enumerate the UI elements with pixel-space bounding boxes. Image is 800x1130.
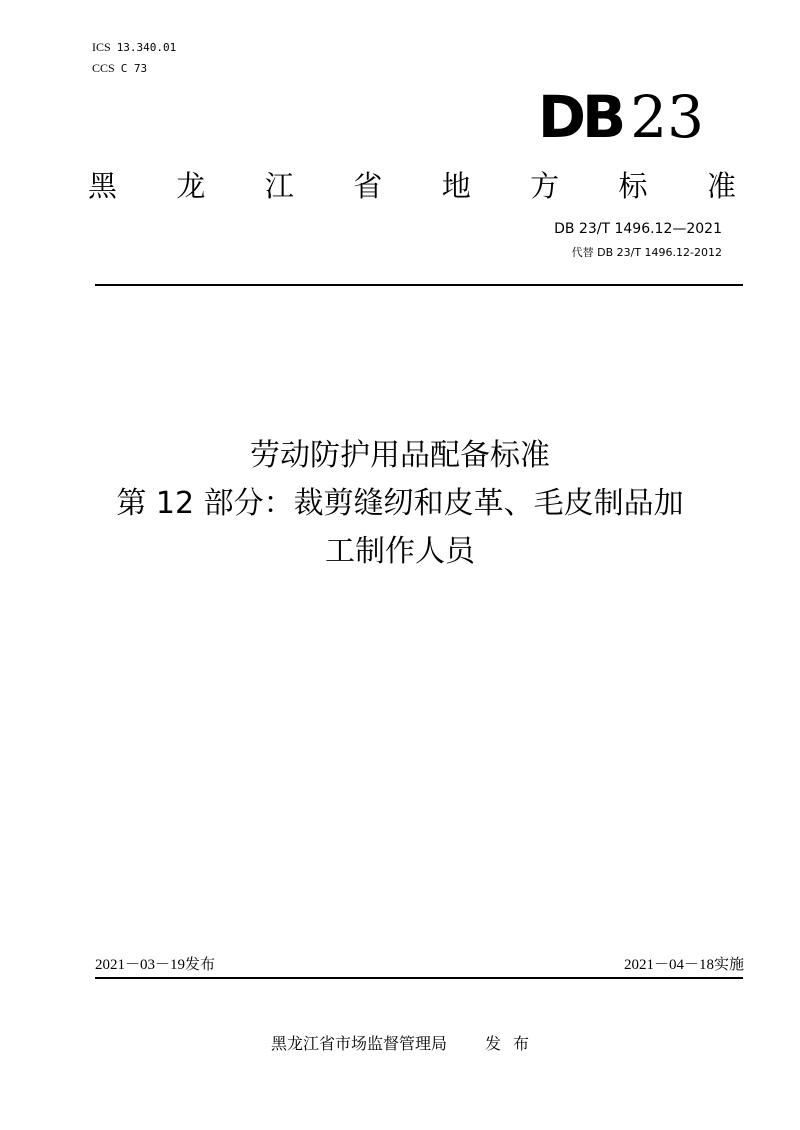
standard-type-char: 标 [618, 169, 648, 203]
publish-date [95, 954, 215, 975]
standard-type-char: 地 [441, 169, 471, 203]
implement-date-value: 2021－04－18 [623, 957, 714, 973]
ccs-code [92, 61, 147, 76]
standard-type-char: 江 [264, 169, 294, 203]
implement-date [624, 954, 744, 975]
ccs-value: C 73 [120, 62, 148, 75]
db-logo-letters: DB [537, 83, 623, 151]
publisher-name: 黑龙江省市场监督管理局 [270, 1034, 447, 1053]
standard-type-char: 黑 [88, 169, 118, 203]
document-title-line-2: 第 12 部分：裁剪缝纫和皮革、毛皮制品加 [116, 486, 684, 521]
publish-action-char: 发 [484, 1034, 501, 1053]
standard-type-char: 省 [353, 169, 383, 203]
ics-value: 13.340.01 [116, 41, 177, 54]
standard-type-heading [88, 164, 736, 208]
ics-code [92, 40, 176, 55]
publish-label: 发布 [185, 955, 216, 973]
standard-type-char: 准 [706, 169, 736, 203]
ccs-label: CCS [92, 61, 115, 75]
publisher-line [0, 1033, 800, 1055]
db-logo-number: 23 [630, 83, 704, 151]
document-title-line-1: 劳动防护用品配备标准 [250, 438, 550, 473]
replaces-standard: 代替 DB 23/T 1496.12-2012 [571, 246, 722, 259]
implement-label: 实施 [713, 955, 744, 973]
publish-date-value: 2021－03－19 [95, 957, 186, 973]
standard-number: DB 23/T 1496.12—2021 [554, 221, 722, 237]
ics-label: ICS [92, 40, 111, 54]
footer-divider [95, 977, 743, 979]
standard-type-char: 龙 [176, 169, 206, 203]
standard-type-char: 方 [530, 169, 560, 203]
document-title-line-3: 工制作人员 [325, 534, 475, 569]
db-logo [538, 82, 704, 152]
publish-action-char: 布 [513, 1034, 530, 1053]
header-divider [95, 284, 743, 286]
